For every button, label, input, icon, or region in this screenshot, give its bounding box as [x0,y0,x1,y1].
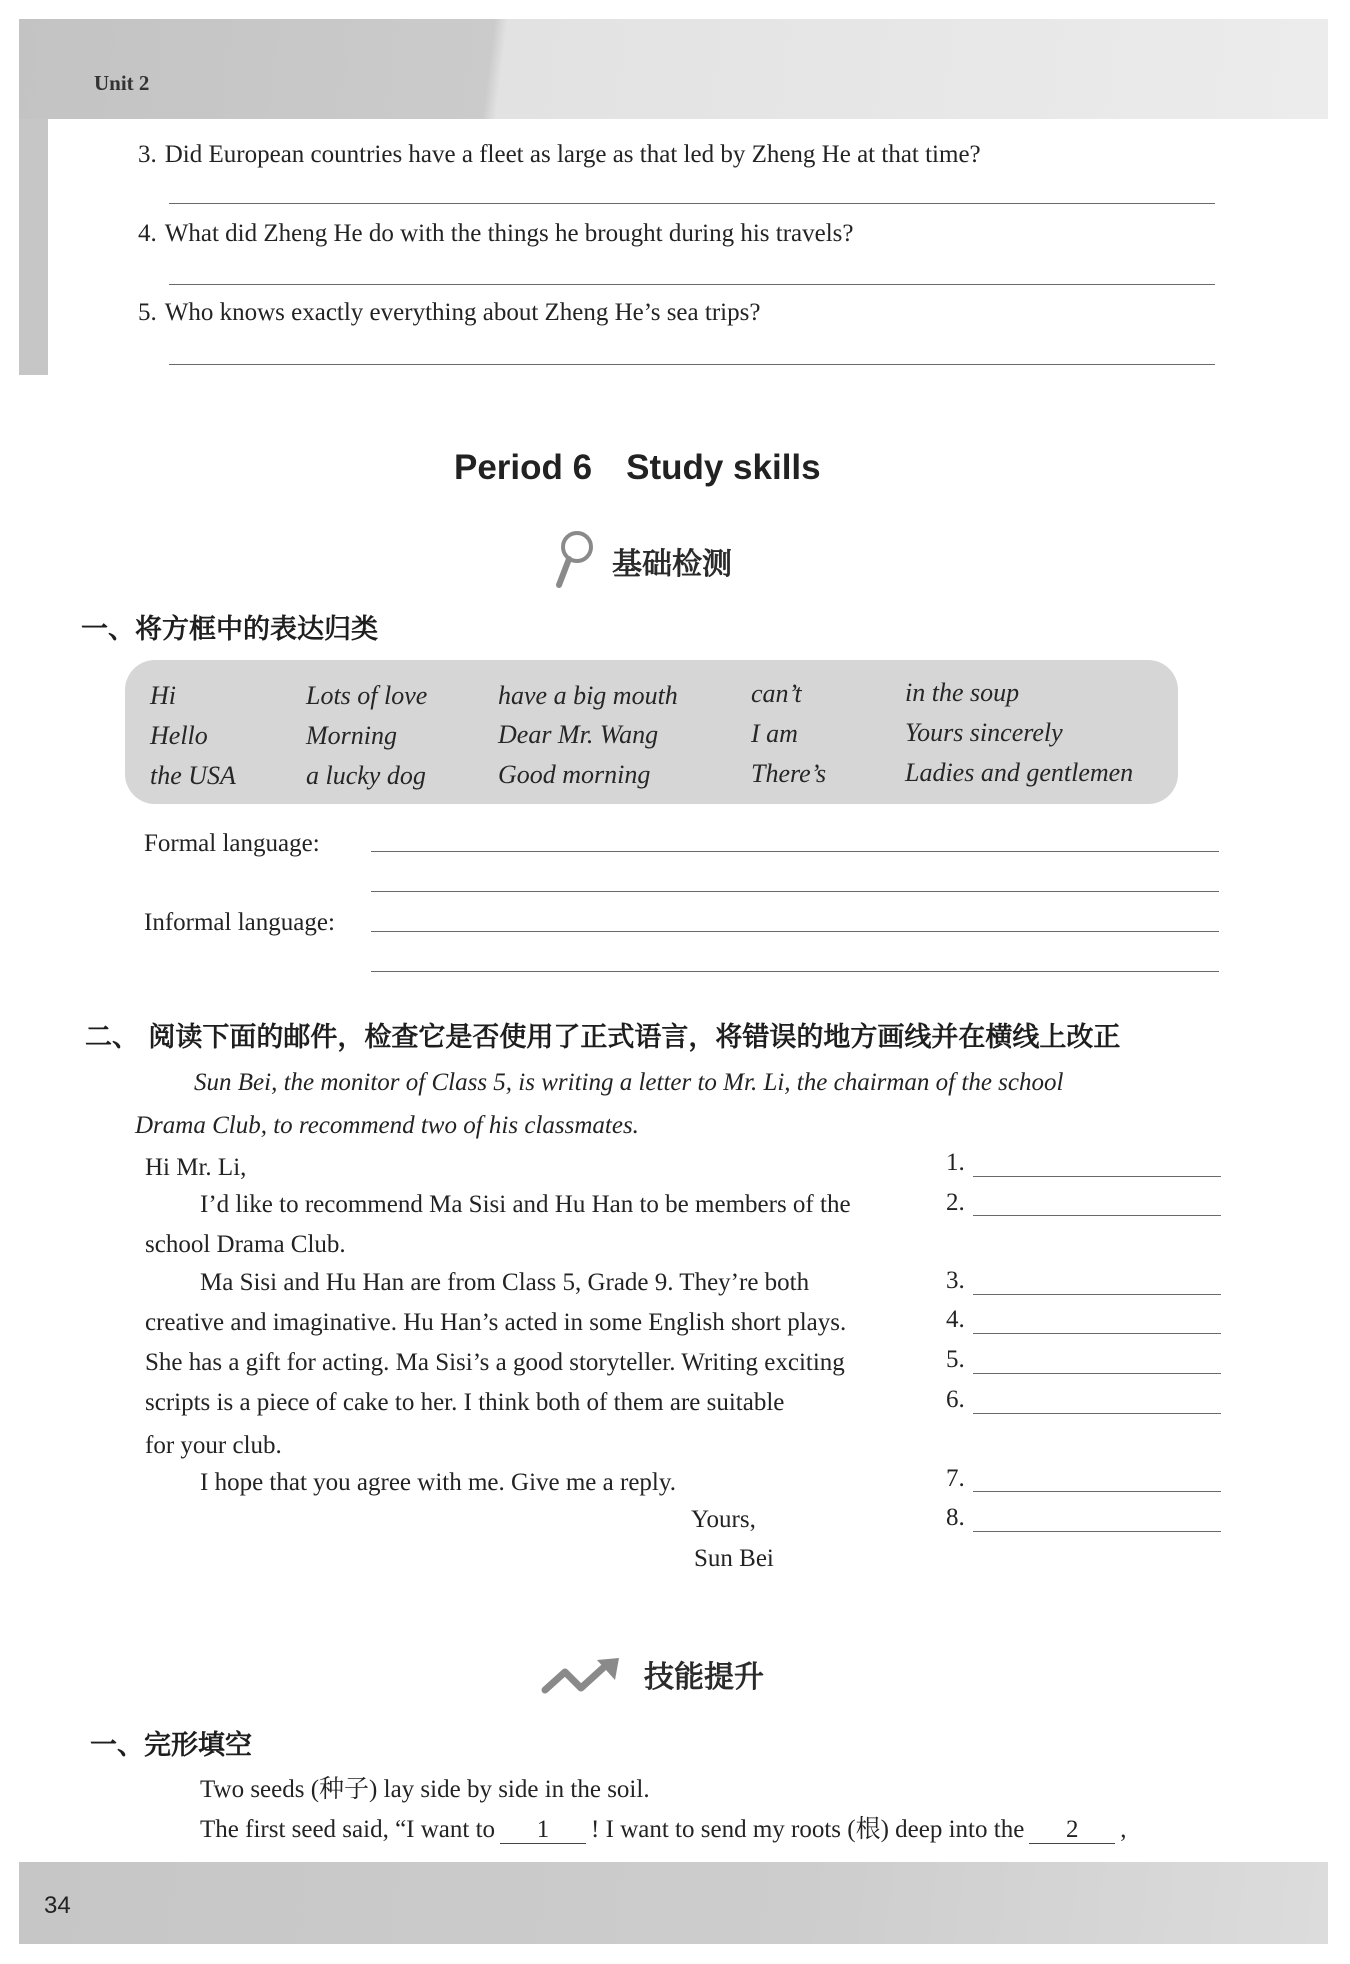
informal-language-label: Informal language: [144,909,335,936]
expression-item: Lots of love [306,681,428,710]
question-text: What did Zheng He do with the things he brought during his travels? [164,220,854,247]
period-title: Period 6 [454,448,593,487]
section-basic-title: 基础检测 [612,547,732,582]
correction-number: 6. [946,1386,965,1413]
question-4 [138,219,854,249]
correction-line [973,1333,1221,1334]
question-number: 4. [138,220,157,247]
cloze-line: Two seeds (种子) lay side by side in the soil. [200,1776,650,1803]
cloze-blank-1: 1 [500,1816,586,1844]
expression-item: in the soup [905,678,1020,707]
task2-heading: 二、 阅读下面的邮件，检查它是否使用了正式语言，将错误的地方画线并在横线上改正 [85,1022,1121,1053]
header-band [19,19,1328,119]
letter-line: school Drama Club. [145,1231,346,1258]
letter-line: I’d like to recommend Ma Sisi and Hu Han to be members of the [200,1191,851,1218]
formal-language-label: Formal language: [144,830,320,857]
unit-label: Unit 2 [94,71,150,95]
expression-item: I am [751,719,798,748]
letter-line: Ma Sisi and Hu Han are from Class 5, Grade 9. They’re both [200,1269,810,1296]
correction-number: 2. [946,1189,965,1216]
correction-line [973,1531,1221,1532]
expression-item: can’t [751,679,802,708]
letter-line: scripts is a piece of cake to her. I think both of them are suitable [145,1389,785,1416]
question-number: 3. [138,141,157,168]
answer-line [371,931,1219,932]
correction-number: 5. [946,1346,965,1373]
expression-item: a lucky dog [306,761,426,790]
footer-band [19,1862,1328,1944]
expression-item: Hi [150,681,176,710]
side-band [19,119,48,375]
expression-box [125,660,1178,804]
correction-number: 8. [946,1504,965,1531]
question-number: 5. [138,299,157,326]
letter-line: creative and imaginative. Hu Han’s acted in some English short plays. [145,1309,847,1336]
answer-line [371,851,1219,852]
section-skill-title: 技能提升 [644,1660,764,1695]
letter-intro-line: Drama Club, to recommend two of his classmates. [135,1112,639,1139]
letter-line: She has a gift for acting. Ma Sisi’s a good storyteller. Writing exciting [145,1349,845,1376]
answer-line [169,364,1215,365]
question-5 [138,298,760,328]
correction-number: 4. [946,1306,965,1333]
letter-closing: Yours, [691,1506,756,1533]
question-3 [138,140,981,170]
correction-number: 1. [946,1149,965,1176]
cloze-text: The first seed said, “I want to [200,1816,496,1843]
letter-intro-line: Sun Bei, the monitor of Class 5, is writing a letter to Mr. Li, the chairman of the school [194,1069,1064,1096]
correction-line [973,1294,1221,1295]
answer-line [169,284,1215,285]
expression-item: There’s [751,759,827,788]
task1-heading: 一、将方框中的表达归类 [81,614,378,645]
expression-item: Hello [150,721,208,750]
question-text: Did European countries have a fleet as large as that led by Zheng He at that time? [164,141,981,168]
correction-line [973,1491,1221,1492]
letter-greeting: Hi Mr. Li, [145,1154,247,1181]
expression-item: Good morning [498,760,651,789]
expression-item: Dear Mr. Wang [498,720,659,749]
correction-line [973,1413,1221,1414]
trend-arrow-icon [541,1656,623,1700]
period-subtitle: Study skills [626,448,821,487]
answer-line [371,971,1219,972]
correction-number: 3. [946,1267,965,1294]
task3-heading: 一、完形填空 [90,1730,252,1761]
expression-item: Morning [306,721,397,750]
letter-line: for your club. [145,1432,282,1459]
correction-line [973,1373,1221,1374]
expression-item: have a big mouth [498,681,678,710]
cloze-text: , [1120,1816,1127,1843]
answer-line [371,891,1219,892]
correction-line [973,1215,1221,1216]
expression-item: the USA [150,761,236,790]
cloze-text: ! I want to send my roots (根) deep into the [591,1816,1025,1843]
letter-signature: Sun Bei [694,1545,774,1572]
correction-number: 7. [946,1465,965,1492]
page-number: 34 [44,1892,71,1919]
cloze-blank-2: 2 [1029,1816,1115,1844]
expression-item: Yours sincerely [905,718,1063,747]
question-text: Who knows exactly everything about Zheng He’s sea trips? [164,299,761,326]
magnifier-icon [552,528,594,590]
correction-line [973,1176,1221,1177]
answer-line [169,203,1215,204]
expression-item: Ladies and gentlemen [905,758,1134,787]
period-heading [454,447,821,489]
letter-line: I hope that you agree with me. Give me a reply. [200,1469,676,1496]
cloze-line [200,1815,1127,1845]
